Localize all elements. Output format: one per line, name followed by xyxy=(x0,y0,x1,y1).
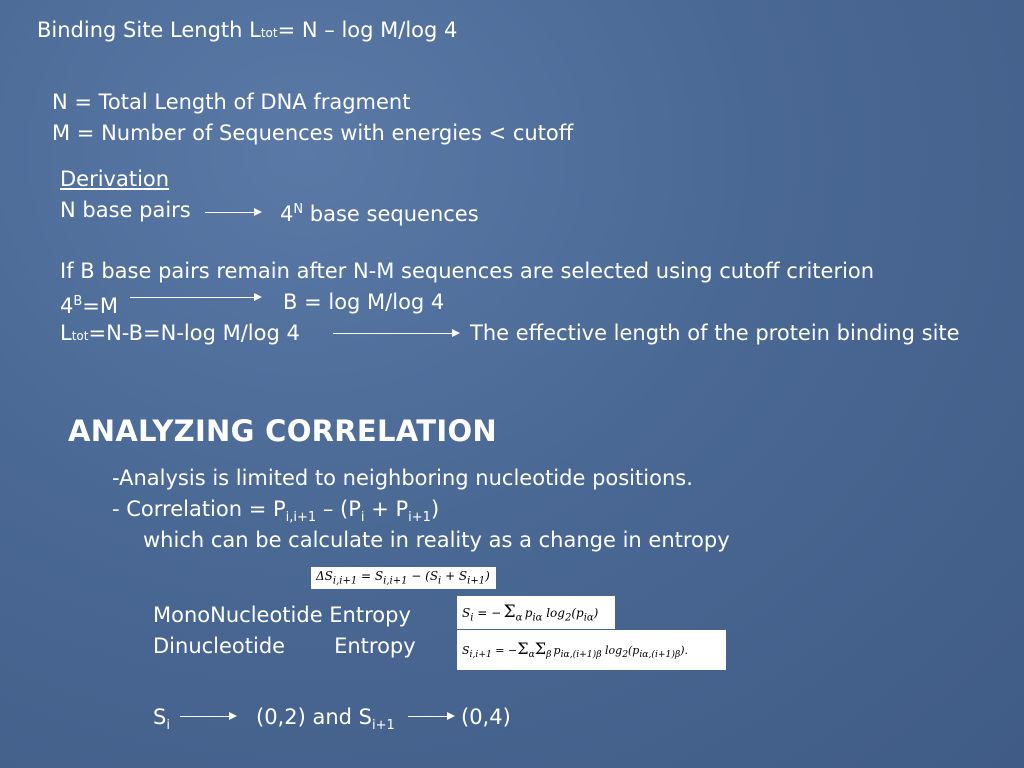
entropy-explanation: which can be calculate in reality as a change in entropy xyxy=(143,528,730,552)
arrow-icon xyxy=(180,716,235,717)
derivation-line2: If B base pairs remain after N-M sequences are selected using cutoff criterion xyxy=(60,259,875,283)
range-si1: (0,4) xyxy=(461,705,511,729)
mononucleotide-entropy-label: MonoNucleotide Entropy xyxy=(153,603,411,627)
derivation-line3-right: B = log M/log 4 xyxy=(283,290,445,314)
derivation-line1-right: $4^N$ base sequences xyxy=(280,202,479,226)
derivation-line3-left: $4^B=M$ xyxy=(60,294,119,318)
definition-n: N = Total Length of DNA fragment xyxy=(52,90,411,114)
arrow-icon xyxy=(205,212,260,213)
section-heading: ANALYZING CORRELATION xyxy=(68,414,497,448)
derivation-line4-left: Ltot=N-B=N-log M/log 4 xyxy=(60,321,300,345)
bullet-correlation: - Correlation = $P_{i,i+1} - (P_i + P_{i+1})$ xyxy=(112,497,440,525)
derivation-heading: Derivation xyxy=(60,167,170,191)
range-values: (0,2) and $S_{i+1}$ xyxy=(256,705,395,733)
mononucleotide-entropy-formula: $S_i$ = − $\Sigma_\alpha$ $p_{i\alpha}$ $\log_2(p_{i\alpha})$ xyxy=(457,596,615,629)
arrow-icon xyxy=(408,716,453,717)
arrow-icon xyxy=(130,297,260,298)
definition-m: M = Number of Sequences with energies < cutoff xyxy=(52,121,574,145)
range-si: $S_i$ xyxy=(153,705,170,733)
bullet-analysis: -Analysis is limited to neighboring nucleotide positions. xyxy=(112,466,693,490)
dinucleotide-label: Dinucleotide Entropy xyxy=(153,634,416,658)
derivation-line4-right: The effective length of the protein binding site xyxy=(470,321,960,345)
arrow-icon xyxy=(333,333,458,334)
delta-entropy-formula: $\Delta S_{i,i+1} = S_{i,i+1} - (S_i + S_{i+1})$ xyxy=(311,567,496,589)
slide-title: Binding Site Length Ltot= N – log M/log 4 xyxy=(37,18,458,42)
dinucleotide-entropy-formula: $S_{i,i+1} = -\Sigma_\alpha\Sigma_\beta$ $p_{i\alpha,(i+1)\beta}$ $\log_2(p_{i\alpha,(i+1)\beta})$. xyxy=(457,630,726,670)
derivation-line1-left: N base pairs xyxy=(60,198,191,222)
